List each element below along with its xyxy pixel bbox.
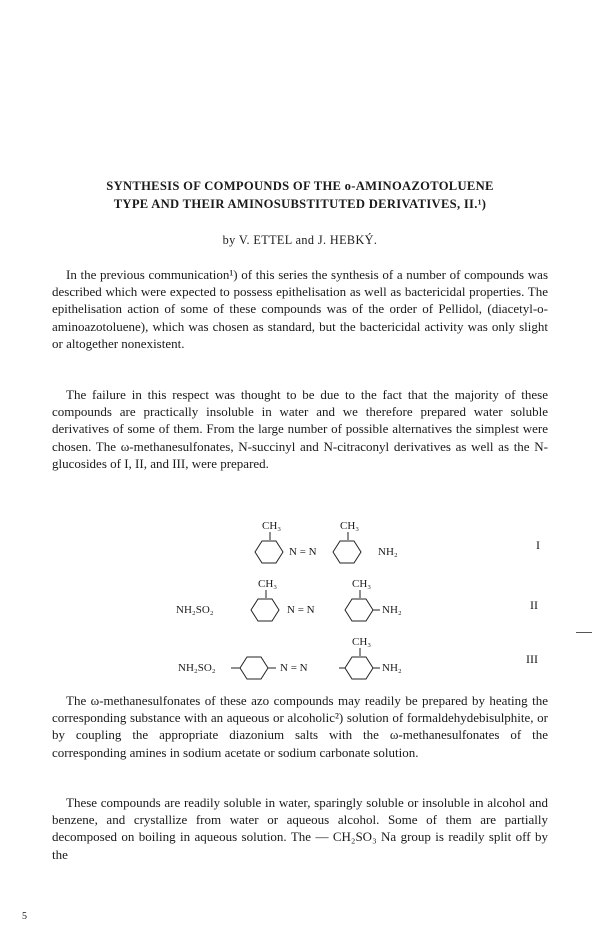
byline: by V. ETTEL and J. HEBKÝ. xyxy=(222,233,378,247)
paragraph-1: In the previous communication¹) of this series the synthesis of a number of compounds was described which were expected to possess epithelisation as well as bactericidal properties. The epithelisation action of some of these compounds was of the order of Pellidol, (diacetyl-o-aminoazotoluene), which was chosen as standard, but the bactericidal activity was only slight or altogether nonexistent. xyxy=(52,267,548,351)
title-line-2: TYPE AND THEIR AMINOSUBSTITUTED DERIVATIVES, II.¹) xyxy=(113,197,487,211)
ch3-left: CH₃ xyxy=(258,578,278,590)
sulfonamide-group: NH₂SO₂ xyxy=(178,662,216,674)
title-line-1: SYNTHESIS OF COMPOUNDS OF THE o-AMINOAZOTOLUENE xyxy=(106,179,494,193)
paragraph-3: The ω-methanesulfonates of these azo compounds may readily be prepared by heating the corresponding substance with an aqueous or alcoholic²) solution of formaldehydebisulphite, or by coupling the appropriate diazonium salts with the ω-methanesulfonates of the corresponding amines in sodium acetate or sodium carbonate solution. xyxy=(52,693,548,760)
paragraph-4: These compounds are readily soluble in water, sparingly soluble or insoluble in alcohol and benzene, and crystallize from water or aqueous alcohol. Some of them are partially decomposed on boiling in aqueous solution. The — CH₂SO₃ Na group is readily split off by the xyxy=(52,795,548,862)
structure-II xyxy=(0,576,600,628)
azo-group: N = N xyxy=(289,546,317,558)
benzene-ring-icon xyxy=(0,576,600,628)
structure-label: III xyxy=(526,652,538,666)
margin-mark xyxy=(576,632,592,633)
benzene-ring-icon xyxy=(0,518,600,568)
amino-group: NH₂ xyxy=(378,546,398,558)
structure-label: II xyxy=(530,598,538,612)
amino-group: NH₂ xyxy=(382,662,402,674)
azo-group: N = N xyxy=(280,662,308,674)
structure-I xyxy=(0,518,600,568)
ch3-right: CH₃ xyxy=(352,636,372,648)
ch3-left: CH₃ xyxy=(262,520,282,532)
amino-group: NH₂ xyxy=(382,604,402,616)
ch3-right: CH₃ xyxy=(340,520,360,532)
benzene-ring-icon xyxy=(0,634,600,686)
page-number: 5 xyxy=(22,911,27,922)
structure-label: I xyxy=(536,538,540,552)
structure-III xyxy=(0,634,600,686)
sulfonamide-group: NH₂SO₂ xyxy=(176,604,214,616)
ch3-right: CH₃ xyxy=(352,578,372,590)
azo-group: N = N xyxy=(287,604,315,616)
paragraph-2: The failure in this respect was thought to be due to the fact that the majority of these compounds are practically insoluble in water and we therefore prepared water soluble derivatives of some of them. From the large number of possible alternatives the simplest were chosen. The ω-methanesulfonates, N-succinyl and N-citraconyl derivatives as well as the N-glucosides of I, II, and III, were prepared. xyxy=(52,387,548,471)
